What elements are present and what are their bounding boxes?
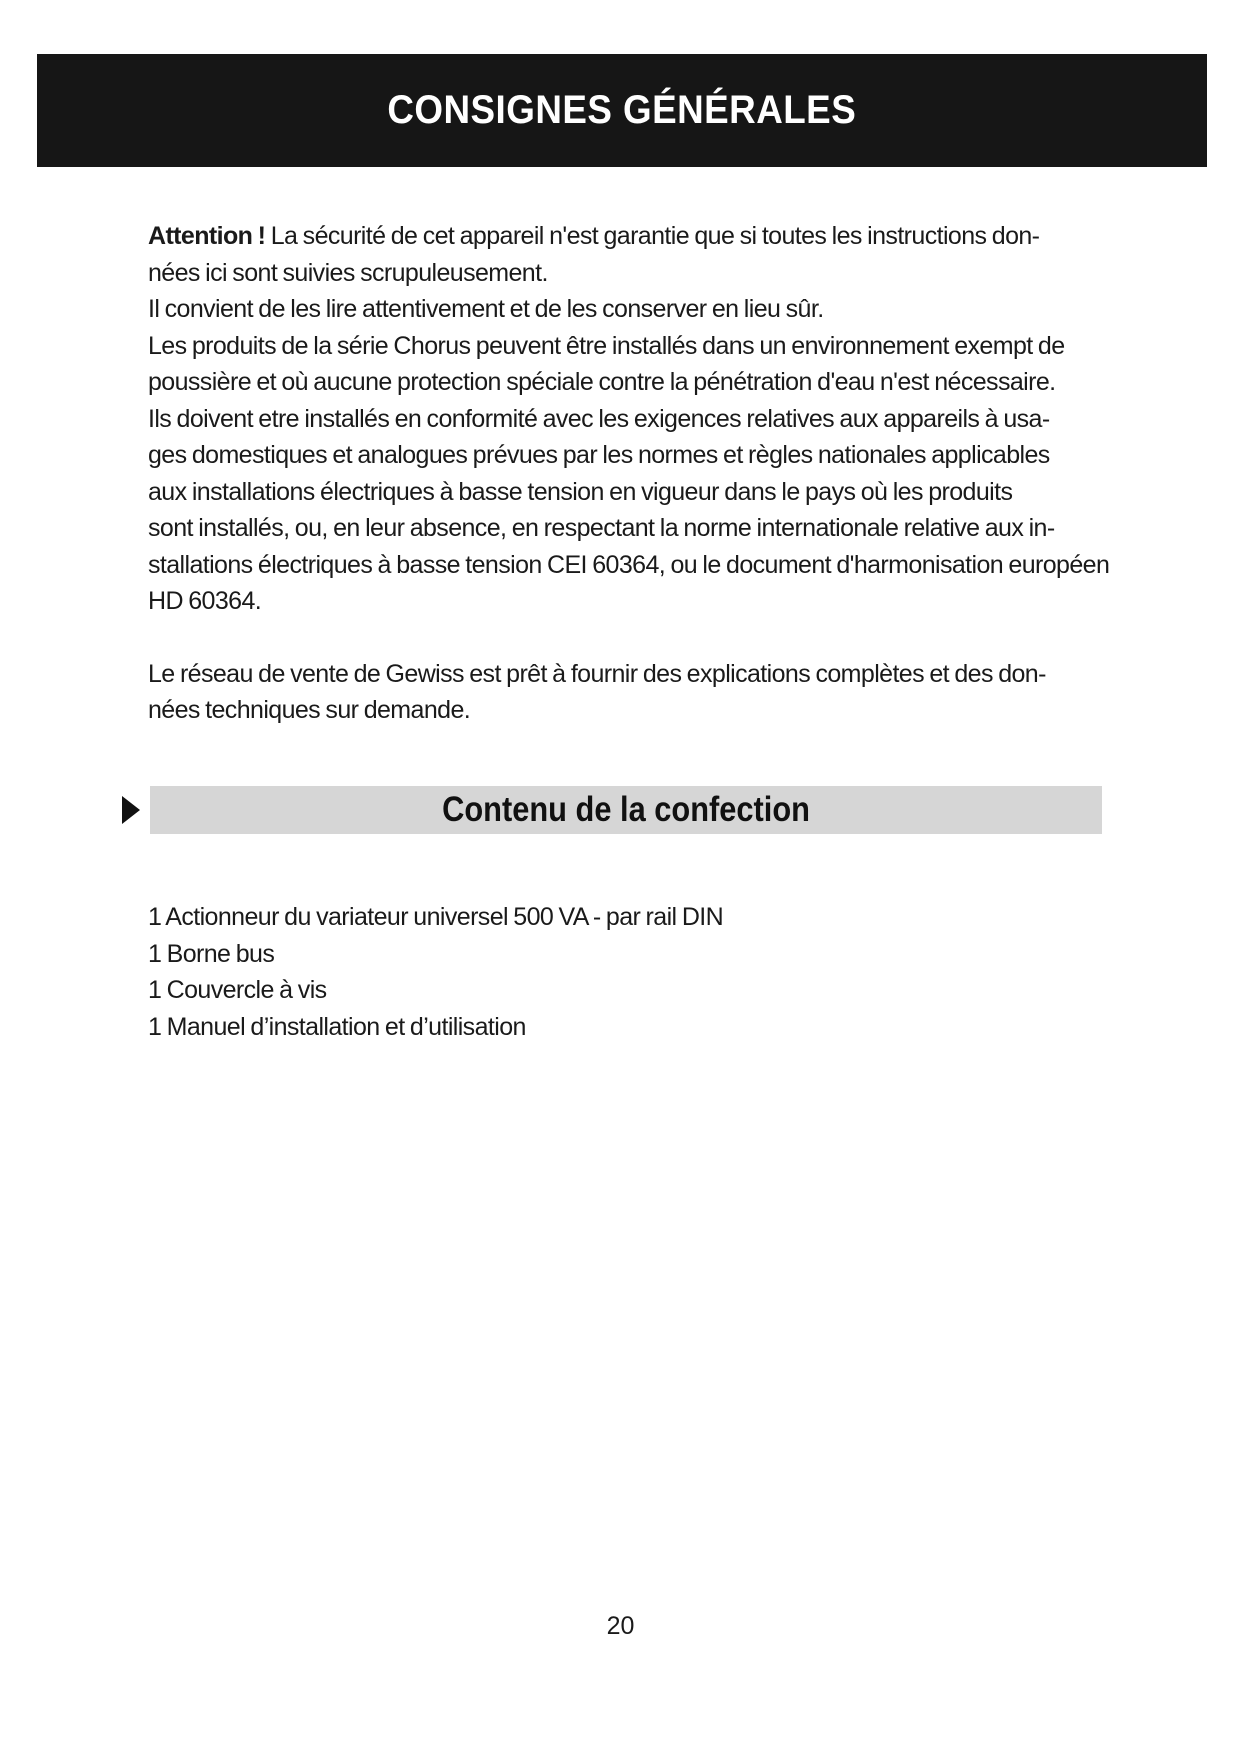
intro-text [148,218,1128,729]
intro-line-8: aux installations électriques à basse tension en vigueur dans le pays où les produits [148,477,1013,506]
list-item: 1 Actionneur du variateur universel 500 VA - par rail DIN [148,903,724,931]
intro-line-3: Il convient de les lire attentivement et de les conserver en lieu sûr. [148,295,824,323]
contents-list [148,899,723,1045]
triangle-right-icon [122,796,140,824]
section-header [122,786,1102,834]
intro-line-11: HD 60364. [148,587,262,615]
intro-line-9: sont installés, ou, en leur absence, en respectant la norme internationale relative aux in- [148,514,1055,542]
page-header [37,54,1207,167]
sales-line-2: nées techniques sur demande. [148,696,471,724]
paragraph-gap [148,620,1128,656]
intro-line-1-text: La sécurité de cet appareil n'est garantie que si toutes les instructions don- [265,222,1040,250]
list-item: 1 Couvercle à vis [148,976,327,1004]
intro-line-4: Les produits de la série Chorus peuvent être installés dans un environnement exempt de [148,331,1065,360]
intro-line-10: stallations électriques à basse tension CEI 60364, ou le document d'harmonisation européen [148,550,1110,579]
page-number: 20 [606,1612,635,1640]
intro-line-1 [148,218,1128,255]
section-title: Contenu de la confection [442,790,810,829]
attention-label: Attention ! [148,222,266,250]
intro-line-6: Ils doivent etre installés en conformité avec les exigences relatives aux appareils à usa- [148,404,1050,433]
intro-line-5: poussière et où aucune protection spéciale contre la pénétration d'eau n'est nécessaire. [148,368,1056,396]
sales-line-1: Le réseau de vente de Gewiss est prêt à fournir des explications complètes et des don- [148,659,1046,688]
page-title: CONSIGNES GÉNÉRALES [387,88,857,132]
intro-line-7: ges domestiques et analogues prévues par les normes et règles nationales applicables [148,441,1050,469]
list-item: 1 Borne bus [148,939,275,968]
list-item: 1 Manuel d’installation et d’utilisation [148,1012,526,1041]
section-band [150,786,1102,834]
intro-line-2: nées ici sont suivies scrupuleusement. [148,258,548,287]
